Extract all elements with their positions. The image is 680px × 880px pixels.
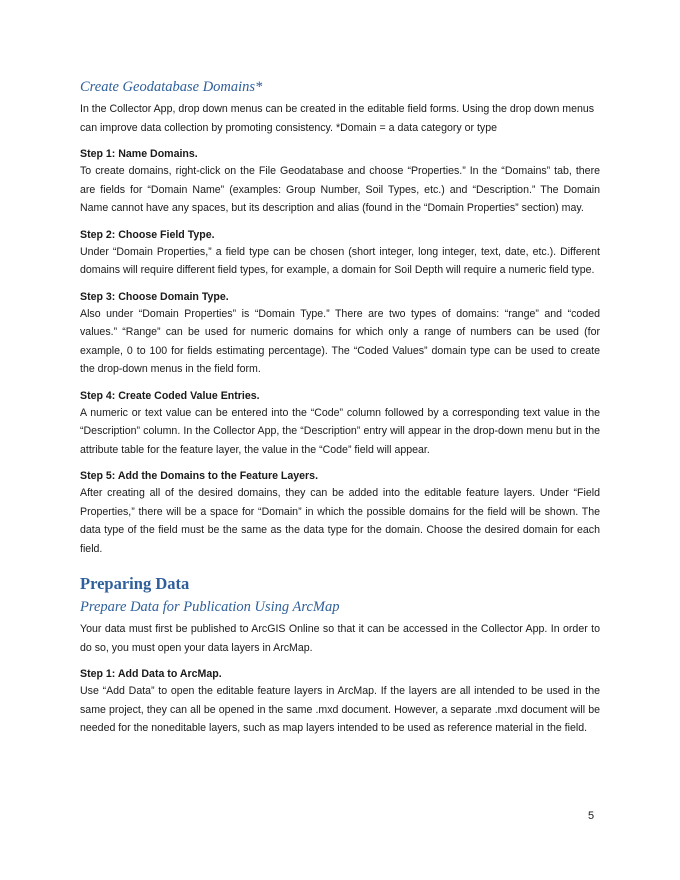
section-title-geodatabase-domains: Create Geodatabase Domains* (80, 79, 263, 95)
step-5-body: After creating all of the desired domains, they can be added into the editable feature layers. Under “Field Properties,” there will be a space for “Domain” in which the possible domains for the field will be shown. The data type of the field must be the same as the data type for the domain. Choose the desired domain for each field. (80, 487, 600, 555)
step-1-body: To create domains, right-click on the File Geodatabase and choose “Properties.” In the “Domains” tab, there are fields for “Domain Name” (examples: Group Number, Soil Types, etc.) and “Description.” The Domain Name cannot have any spaces, but its description and alias (found in the “Domain Properties” section) may. (80, 165, 600, 214)
page-number: 5 (588, 810, 595, 822)
step-2-body: Under “Domain Properties,” a field type can be chosen (short integer, long integer, text, date, etc.). Different domains will require different field types, for example, a domain for Soil Depth will require a numeric field type. (80, 245, 600, 276)
section-intro-preparing-data: Your data must first be published to ArcGIS Online so that it can be accessed in the Collector App. In order to do so, you must open your data layers in ArcMap. (80, 623, 600, 654)
step-4-title: Step 4: Create Coded Value Entries. (80, 389, 260, 402)
document-page (80, 78, 600, 738)
section-spacer (80, 558, 600, 574)
step-3-title: Step 3: Choose Domain Type. (80, 290, 229, 303)
arcmap-step-1-body: Use “Add Data” to open the editable feature layers in ArcMap. If the layers are all intended to be used in the same project, they can all be opened in the same .mxd document. However, a separate .mxd document will be needed for the noneditable layers, such as map layers intended to be used as reference material in the field. (80, 685, 600, 734)
section-heading-preparing-data: Preparing Data (80, 574, 190, 593)
step-1-title: Step 1: Name Domains. (80, 148, 198, 160)
step-4-body: A numeric or text value can be entered into the “Code” column followed by a corresponding text value in the “Description” column. In the Collector App, the “Description” entry will appear in the drop-down menu but in the attribute table for the feature layer, the value in the “Code” field will appear. (80, 406, 600, 456)
step-5-title: Step 5: Add the Domains to the Feature Layers. (80, 470, 319, 482)
step-2-title: Step 2: Choose Field Type. (80, 228, 215, 241)
section-intro-domains: In the Collector App, drop down menus can be created in the editable field forms. Using the drop down menus can improve data collection by promoting consistency. *Domain = a data category or type (80, 103, 595, 134)
step-3-body: Also under “Domain Properties” is “Domain Type.” There are two types of domains: “range” and “coded values.” “Range” can be used for numeric domains for which only a range of numbers can be used (for example, 0 to 100 for fields estimating percentage). The “Coded Values” domain type can be used to create the drop-down menus in the field form. (80, 307, 600, 375)
subsection-title-prepare-data: Prepare Data for Publication Using ArcMap (80, 599, 340, 615)
arcmap-step-1-title: Step 1: Add Data to ArcMap. (80, 668, 222, 680)
